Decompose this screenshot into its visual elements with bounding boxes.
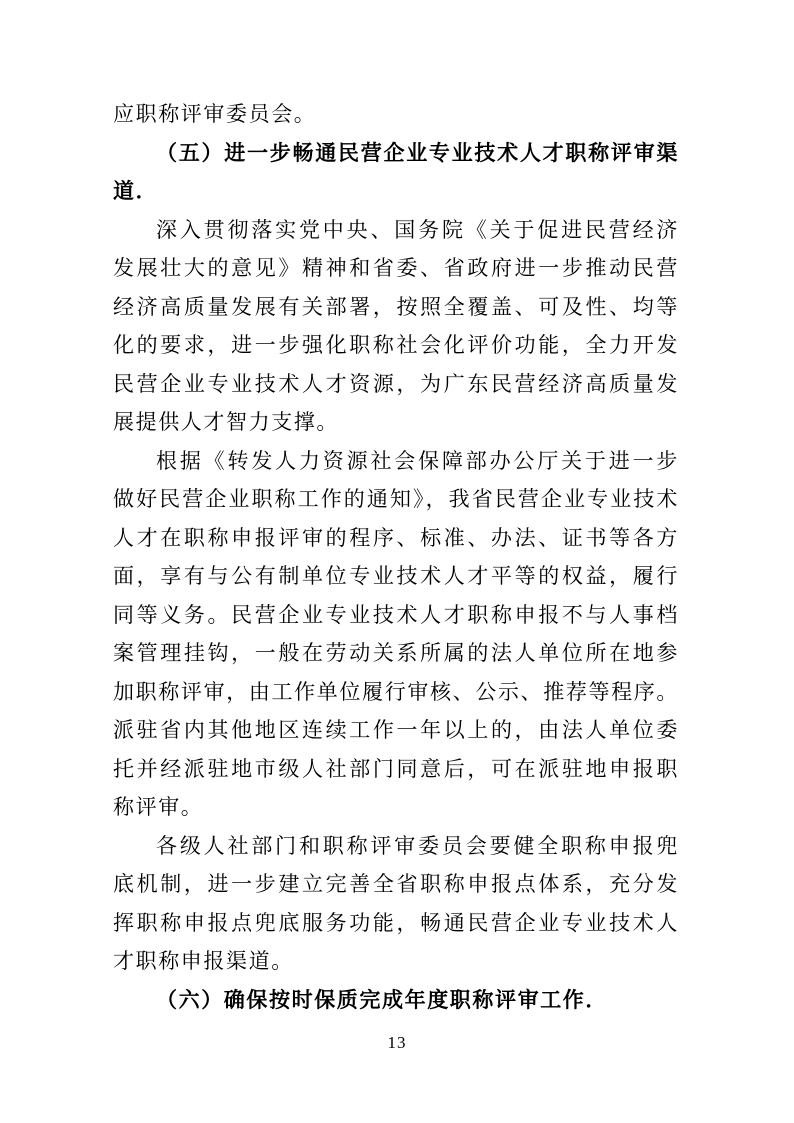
text-line: 托并经派驻地市级人社部门同意后，可在派驻地申报职 — [113, 756, 679, 781]
text-line: 根据《转发人力资源社会保障部办公厅关于进一步 — [156, 448, 679, 473]
paragraph-3 — [113, 827, 679, 981]
text-line: 面，享有与公有制单位专业技术人才平等的权益，履行 — [113, 564, 679, 588]
text-line: 称评审。 — [113, 795, 204, 819]
text-line: 人才在职称申报评审的程序、标准、办法、证书等各方 — [113, 525, 679, 550]
paragraph-2 — [113, 442, 679, 827]
text-line: 应职称评审委员会。 — [113, 102, 317, 126]
text-line: 深入贯彻落实党中央、国务院《关于促进民营经济 — [156, 217, 679, 242]
page-number: 13 — [387, 1033, 407, 1052]
text-line: 加职称评审，由工作单位履行审核、公示、推荐等程序。 — [113, 679, 679, 704]
paragraph-continuation — [113, 95, 679, 134]
paragraph-1 — [113, 211, 679, 442]
text-line: 底机制，进一步建立完善全省职称申报点体系，充分发 — [113, 872, 679, 896]
section-heading-5 — [113, 134, 679, 211]
text-line: 经济高质量发展有关部署，按照全覆盖、可及性、均等 — [113, 294, 679, 319]
text-line: 发展壮大的意见》精神和省委、省政府进一步推动民营 — [113, 256, 679, 280]
text-line: 同等义务。民营企业专业技术人才职称申报不与人事档 — [113, 602, 679, 627]
text-line: 案管理挂钩，一般在劳动关系所属的法人单位所在地参 — [113, 641, 679, 665]
text-line: 化的要求，进一步强化职称社会化评价功能，全力开发 — [113, 333, 679, 357]
text-line: 各级人社部门和职称评审委员会要健全职称申报兜 — [156, 833, 679, 858]
text-line: （六）确保按时保质完成年度职称评审工作． — [156, 987, 608, 1012]
text-line: 做好民营企业职称工作的通知》，我省民营企业专业技术 — [113, 487, 679, 511]
text-line: 派驻省内其他地区连续工作一年以上的，由法人单位委 — [113, 718, 679, 742]
section-heading-6 — [113, 981, 679, 1020]
text-line: 民营企业专业技术人才资源，为广东民营经济高质量发 — [113, 371, 679, 396]
text-line: 道． — [113, 179, 159, 203]
text-line: 才职称申报渠道。 — [113, 949, 294, 973]
document-body — [113, 95, 679, 1019]
text-line: 展提供人才智力支撑。 — [113, 410, 339, 434]
text-line: （五）进一步畅通民营企业专业技术人才职称评审渠 — [156, 140, 679, 165]
text-line: 挥职称申报点兜底服务功能，畅通民营企业专业技术人 — [113, 910, 679, 935]
